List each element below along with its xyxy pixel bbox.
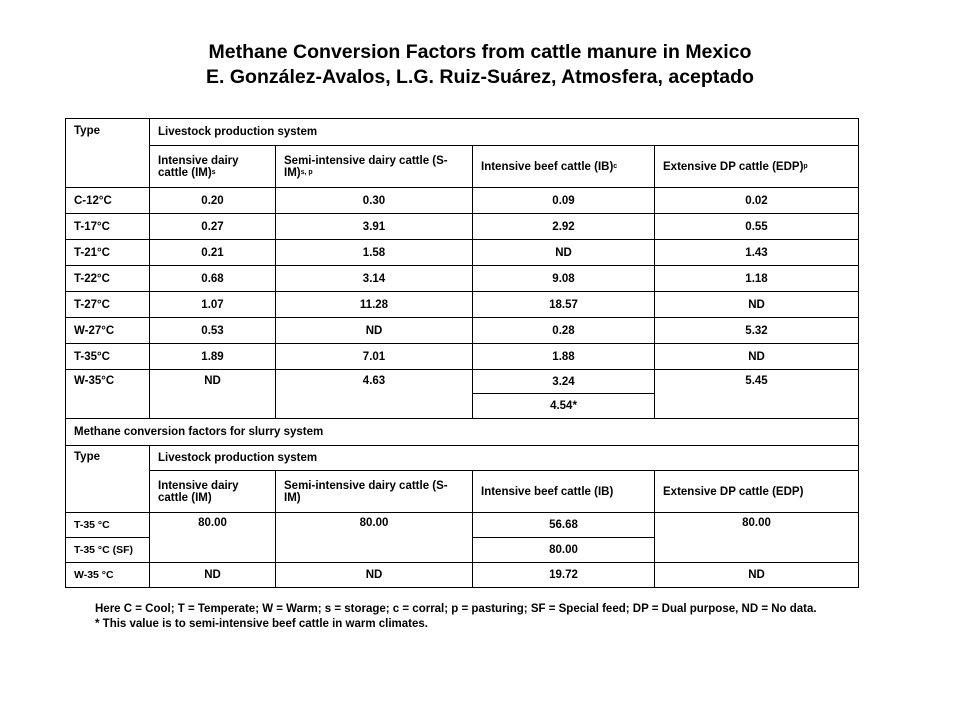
slurry-heading: Methane conversion factors for slurry system: [66, 419, 859, 446]
cell-im: 0.21: [150, 240, 276, 266]
cell-ib: 1.88: [473, 344, 655, 370]
column-header-sim: Semi-intensive dairy cattle (S-IM): [276, 471, 473, 513]
cell-im: ND: [150, 370, 276, 419]
cell-sim: 1.58: [276, 240, 473, 266]
cell-ib: 3.24: [473, 370, 655, 394]
cell-sim: 4.63: [276, 370, 473, 419]
table-header-row: [66, 119, 859, 146]
footnote: [95, 602, 855, 632]
cell-ib: 80.00: [473, 538, 655, 563]
table-row: [66, 266, 859, 292]
title-line-2: E. González-Avalos, L.G. Ruiz-Suárez, Atmosfera, aceptado: [206, 66, 754, 88]
cell-im: 80.00: [150, 513, 276, 563]
cell-ib: 19.72: [473, 563, 655, 588]
cell-sim: 7.01: [276, 344, 473, 370]
cell-ib: ND: [473, 240, 655, 266]
column-header-ib: Intensive beef cattle (IB)$^c$: [473, 146, 655, 188]
row-type: W-35 °C: [66, 563, 150, 588]
column-header-ib: Intensive beef cattle (IB): [473, 471, 655, 513]
cell-im: 1.89: [150, 344, 276, 370]
table-row: [66, 370, 859, 394]
cell-sim: 0.30: [276, 188, 473, 214]
cell-sim: 3.91: [276, 214, 473, 240]
cell-ib: 0.09: [473, 188, 655, 214]
row-type: T-21°C: [66, 240, 150, 266]
column-header-edp: Extensive DP cattle (EDP)$^p$: [655, 146, 859, 188]
cell-edp: 5.32: [655, 318, 859, 344]
footnote-asterisk: * This value is to semi-intensive beef cattle in warm climates.: [95, 618, 428, 630]
cell-im: 1.07: [150, 292, 276, 318]
cell-edp: 5.45: [655, 370, 859, 419]
cell-edp: 1.43: [655, 240, 859, 266]
column-header-im: Intensive dairy cattle (IM): [150, 471, 276, 513]
cell-sim: ND: [276, 563, 473, 588]
cell-sim: 11.28: [276, 292, 473, 318]
column-header-row: [66, 146, 859, 188]
cell-sim: 80.00: [276, 513, 473, 563]
type-header: Type: [66, 119, 150, 188]
cell-edp: 1.18: [655, 266, 859, 292]
table-header-row: [66, 446, 859, 471]
cell-edp: 0.55: [655, 214, 859, 240]
cell-im: ND: [150, 563, 276, 588]
methane-table: [65, 118, 859, 588]
table-row: [66, 318, 859, 344]
cell-im: 0.68: [150, 266, 276, 292]
cell-edp: ND: [655, 563, 859, 588]
cell-edp: ND: [655, 292, 859, 318]
cell-ib: 56.68: [473, 513, 655, 538]
column-header-edp: Extensive DP cattle (EDP): [655, 471, 859, 513]
column-header-sim: Semi-intensive dairy cattle $(S-IM)^{s, p}$: [276, 146, 473, 188]
cell-sim: ND: [276, 318, 473, 344]
table-row: [66, 240, 859, 266]
cell-edp: ND: [655, 344, 859, 370]
row-type: T-27°C: [66, 292, 150, 318]
system-header: Livestock production system: [150, 446, 859, 471]
cell-im: 0.27: [150, 214, 276, 240]
column-header-im: Intensive dairy cattle (IM)$^s$: [150, 146, 276, 188]
table-row: [66, 563, 859, 588]
cell-edp: 80.00: [655, 513, 859, 563]
row-type: T-22°C: [66, 266, 150, 292]
page-title: [0, 40, 960, 90]
cell-edp: 0.02: [655, 188, 859, 214]
cell-im: 0.53: [150, 318, 276, 344]
table-row: [66, 214, 859, 240]
row-type: T-35 °C: [66, 513, 150, 538]
row-type: W-27°C: [66, 318, 150, 344]
system-header: Livestock production system: [150, 119, 859, 146]
table-row: [66, 513, 859, 538]
table-row: [66, 292, 859, 318]
table-row: [66, 344, 859, 370]
cell-sim: 3.14: [276, 266, 473, 292]
column-header-row: [66, 471, 859, 513]
row-type: T-17°C: [66, 214, 150, 240]
cell-ib: 0.28: [473, 318, 655, 344]
title-line-1: Methane Conversion Factors from cattle manure in Mexico: [208, 41, 752, 63]
cell-ib: 9.08: [473, 266, 655, 292]
row-type: T-35 °C (SF): [66, 538, 150, 563]
section-heading-row: [66, 419, 859, 446]
row-type: W-35°C: [66, 370, 150, 419]
cell-ib-extra: 4.54*: [473, 394, 655, 419]
table-row: [66, 188, 859, 214]
cell-im: 0.20: [150, 188, 276, 214]
type-header: Type: [66, 446, 150, 513]
row-type: C-12°C: [66, 188, 150, 214]
cell-ib: 18.57: [473, 292, 655, 318]
cell-ib: 2.92: [473, 214, 655, 240]
footnote-abbreviations: Here C = Cool; T = Temperate; W = Warm; s = storage; c = corral; p = pasturing; SF = Special feed; DP = Dual purpose, ND = No data.: [95, 603, 817, 615]
row-type: T-35°C: [66, 344, 150, 370]
